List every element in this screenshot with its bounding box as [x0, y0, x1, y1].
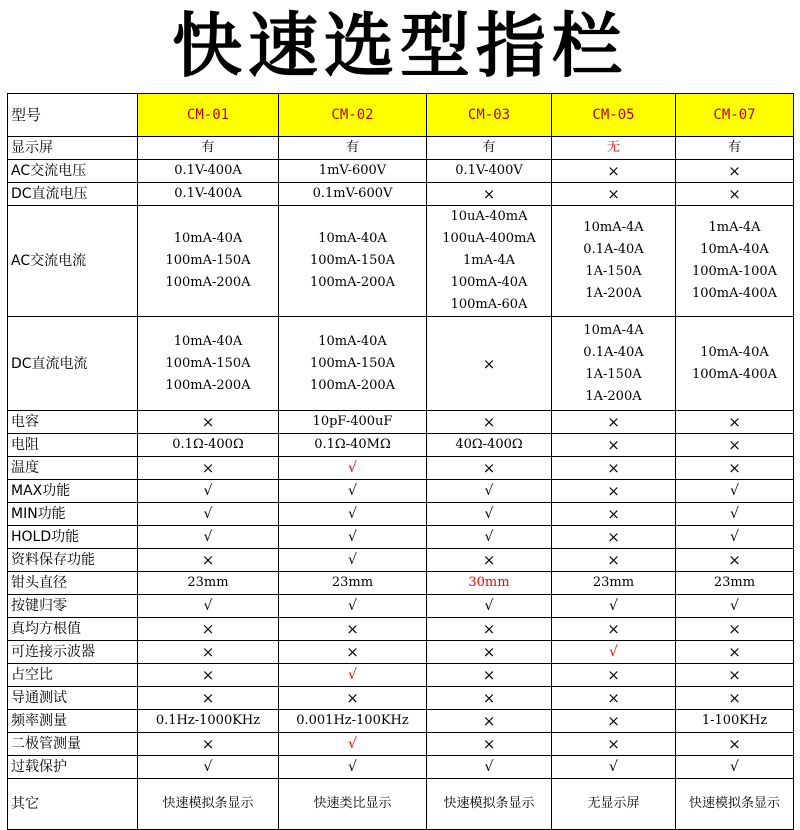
table-row: [8, 183, 794, 206]
cell-value: 10mA-4A: [583, 322, 644, 338]
table-row: [8, 411, 794, 434]
spec-cell: [279, 733, 427, 756]
cell-value: 有: [201, 140, 215, 155]
spec-cell: [676, 183, 794, 206]
spec-cell: [676, 457, 794, 480]
row-label: 过载保护: [8, 756, 138, 779]
table-row: [8, 664, 794, 687]
cell-value: 快速模拟条显示: [443, 796, 535, 811]
cell-value: 100mA-150A: [309, 253, 396, 268]
cross-mark: ×: [346, 620, 359, 638]
spec-cell: [138, 411, 279, 434]
spec-cell: [279, 434, 427, 457]
check-mark: √: [203, 483, 213, 499]
cross-mark: ×: [728, 459, 741, 477]
row-label: DC直流电压: [8, 183, 138, 206]
cell-value: 100mA-200A: [309, 275, 396, 290]
row-label: 资料保存功能: [8, 549, 138, 572]
table-row: [8, 457, 794, 480]
check-mark: √: [484, 506, 494, 522]
cell-value: 10mA-40A: [173, 333, 243, 349]
model-cm-05: CM-05: [552, 94, 676, 137]
check-mark: √: [609, 644, 618, 660]
table-row: [8, 756, 794, 779]
cross-mark: ×: [201, 735, 215, 753]
cell-value: 有: [482, 140, 496, 155]
spec-cell: [138, 687, 279, 710]
cross-mark: ×: [482, 620, 496, 638]
table-row: [8, 503, 794, 526]
cross-mark: ×: [607, 505, 620, 523]
spec-cell: [138, 618, 279, 641]
row-label: 钳头直径: [8, 572, 138, 595]
cell-value: 23mm: [331, 575, 374, 590]
cell-value: 有: [345, 140, 359, 155]
cross-mark: ×: [607, 459, 620, 477]
spec-cell: [138, 572, 279, 595]
spec-cell: [138, 710, 279, 733]
spec-cell: [552, 137, 676, 160]
spec-table: [7, 93, 794, 830]
check-mark: √: [484, 598, 494, 614]
row-label: 占空比: [8, 664, 138, 687]
check-mark: √: [203, 529, 213, 545]
check-mark: √: [348, 552, 357, 568]
spec-cell: [552, 206, 676, 317]
spec-cell: [138, 434, 279, 457]
cross-mark: ×: [346, 689, 359, 707]
table-row: [8, 779, 794, 830]
check-mark: √: [730, 483, 739, 499]
table-row: [8, 549, 794, 572]
cell-value: 无显示屏: [587, 796, 640, 811]
spec-cell: [552, 183, 676, 206]
cell-value: 100mA-200A: [165, 377, 251, 393]
spec-cell: [138, 641, 279, 664]
cross-mark: ×: [201, 689, 215, 707]
spec-cell: [676, 733, 794, 756]
cell-value: 23mm: [713, 575, 756, 590]
cross-mark: ×: [607, 436, 620, 454]
cell-value: 1A-150A: [585, 264, 642, 279]
spec-cell: [279, 503, 427, 526]
cross-mark: ×: [482, 413, 496, 431]
spec-cell: [676, 434, 794, 457]
cell-value: 100mA-400A: [691, 286, 778, 301]
spec-cell: [279, 618, 427, 641]
spec-cell: [676, 572, 794, 595]
spec-cell: [552, 618, 676, 641]
spec-cell: [427, 503, 552, 526]
cell-value: 10uA-40mA: [450, 209, 528, 224]
cross-mark: ×: [607, 185, 620, 203]
spec-cell: [138, 206, 279, 317]
row-label: 按键归零: [8, 595, 138, 618]
cross-mark: ×: [201, 551, 215, 569]
spec-cell: [552, 480, 676, 503]
spec-cell: [427, 779, 552, 830]
cell-value: 100mA-200A: [165, 275, 251, 290]
cell-value: 0.1Ω-400Ω: [172, 437, 244, 452]
spec-cell: [427, 160, 552, 183]
check-mark: √: [484, 759, 494, 775]
cell-value: 100mA-400A: [691, 366, 778, 382]
spec-cell: [427, 526, 552, 549]
model-cm-01: CM-01: [138, 94, 279, 137]
cross-mark: ×: [728, 689, 741, 707]
spec-cell: [138, 317, 279, 411]
cross-mark: ×: [607, 162, 620, 180]
check-mark: √: [348, 506, 357, 522]
spec-cell: [427, 618, 552, 641]
cell-value: 10mA-40A: [700, 242, 769, 257]
cross-mark: ×: [728, 735, 741, 753]
cell-value: 1mA-4A: [708, 220, 761, 235]
check-mark: √: [609, 598, 618, 614]
spec-cell: [552, 756, 676, 779]
spec-cell: [676, 137, 794, 160]
spec-cell: [138, 160, 279, 183]
spec-cell: [427, 549, 552, 572]
spec-cell: [676, 664, 794, 687]
cell-value: 100mA-40A: [450, 275, 528, 290]
row-label: MIN功能: [8, 503, 138, 526]
cell-value: 23mm: [187, 575, 229, 590]
table-row: [8, 733, 794, 756]
cross-mark: ×: [607, 413, 620, 431]
cell-value: 100mA-100A: [691, 264, 778, 279]
row-label: 真均方根值: [8, 618, 138, 641]
row-label: AC交流电压: [8, 160, 138, 183]
cross-mark: ×: [728, 666, 741, 684]
cell-value: 1-100KHz: [701, 713, 768, 728]
cell-value: 23mm: [592, 575, 635, 590]
spec-cell: [676, 160, 794, 183]
spec-cell: [552, 503, 676, 526]
spec-cell: [552, 434, 676, 457]
cell-value: 0.1Ω-40MΩ: [314, 437, 391, 452]
spec-cell: [138, 549, 279, 572]
cross-mark: ×: [728, 620, 741, 638]
spec-cell: [676, 526, 794, 549]
spec-cell: [552, 733, 676, 756]
spec-cell: [138, 480, 279, 503]
check-mark: √: [348, 483, 357, 499]
spec-cell: [676, 641, 794, 664]
cell-value: 10mA-40A: [173, 231, 243, 246]
row-label: 电容: [8, 411, 138, 434]
header-row: [8, 94, 794, 137]
table-row: [8, 595, 794, 618]
spec-cell: [279, 664, 427, 687]
spec-cell: [138, 457, 279, 480]
spec-cell: [676, 206, 794, 317]
table-row: [8, 710, 794, 733]
cross-mark: ×: [482, 459, 496, 477]
spec-cell: [552, 317, 676, 411]
model-cm-02: CM-02: [279, 94, 427, 137]
check-mark: √: [730, 598, 739, 614]
spec-cell: [427, 687, 552, 710]
cell-value: 快速模拟条显示: [162, 796, 254, 811]
spec-cell: [427, 664, 552, 687]
cell-value: 快速模拟条显示: [688, 796, 780, 811]
spec-cell: [427, 641, 552, 664]
spec-cell: [279, 526, 427, 549]
row-label: 二极管测量: [8, 733, 138, 756]
spec-cell: [279, 411, 427, 434]
cell-value: 10mA-40A: [318, 333, 387, 349]
cross-mark: ×: [607, 735, 620, 753]
cross-mark: ×: [728, 162, 741, 180]
spec-cell: [676, 503, 794, 526]
cross-mark: ×: [201, 413, 215, 431]
check-mark: √: [484, 529, 494, 545]
row-label: 其它: [8, 779, 138, 830]
spec-cell: [552, 572, 676, 595]
cell-value: 0.001Hz-100KHz: [296, 713, 409, 728]
cell-value: 1A-200A: [585, 286, 642, 301]
spec-cell: [552, 687, 676, 710]
row-label: 电阻: [8, 434, 138, 457]
spec-cell: [279, 687, 427, 710]
check-mark: √: [348, 529, 357, 545]
cross-mark: ×: [728, 185, 741, 203]
cell-value: 10mA-40A: [700, 344, 769, 360]
cell-value: 1A-150A: [585, 366, 642, 382]
cell-value: 0.1A-40A: [583, 242, 644, 257]
cell-value: 100mA-150A: [309, 355, 396, 371]
row-label: 可连接示波器: [8, 641, 138, 664]
spec-cell: [427, 206, 552, 317]
cell-value: 1mV-600V: [318, 163, 387, 178]
spec-cell: [138, 183, 279, 206]
cross-mark: ×: [728, 551, 741, 569]
cross-mark: ×: [482, 712, 496, 730]
check-mark: √: [348, 598, 357, 614]
cross-mark: ×: [482, 689, 496, 707]
cross-mark: ×: [607, 482, 620, 500]
cell-value: 0.1V-400A: [174, 186, 242, 201]
cross-mark: ×: [607, 620, 620, 638]
cell-value: 0.1Hz-1000KHz: [155, 713, 261, 728]
check-mark: √: [203, 598, 213, 614]
check-mark: √: [203, 759, 213, 775]
spec-cell: [552, 526, 676, 549]
cell-value: 有: [727, 140, 741, 155]
spec-cell: [552, 457, 676, 480]
cell-value: 100uA-400mA: [442, 231, 536, 246]
spec-cell: [279, 779, 427, 830]
table-row: [8, 526, 794, 549]
spec-cell: [552, 710, 676, 733]
table-row: [8, 317, 794, 411]
cell-value: 10mA-40A: [318, 231, 387, 246]
check-mark: √: [203, 506, 213, 522]
spec-cell: [279, 595, 427, 618]
spec-cell: [427, 434, 552, 457]
cell-value: 快速类比显示: [313, 796, 392, 811]
cross-mark: ×: [607, 689, 620, 707]
cross-mark: ×: [201, 620, 215, 638]
spec-cell: [279, 160, 427, 183]
spec-cell: [427, 411, 552, 434]
check-mark: √: [348, 759, 357, 775]
spec-cell: [427, 457, 552, 480]
spec-cell: [552, 411, 676, 434]
spec-cell: [427, 480, 552, 503]
spec-cell: [279, 641, 427, 664]
spec-cell: [279, 457, 427, 480]
cross-mark: ×: [607, 712, 620, 730]
model-cm-07: CM-07: [676, 94, 794, 137]
cross-mark: ×: [346, 643, 359, 661]
spec-cell: [427, 137, 552, 160]
spec-cell: [427, 317, 552, 411]
check-mark: √: [730, 506, 739, 522]
cell-value: 10pF-400uF: [312, 414, 393, 429]
spec-cell: [552, 664, 676, 687]
check-mark: √: [348, 667, 357, 683]
spec-cell: [138, 779, 279, 830]
table-row: [8, 618, 794, 641]
row-label: 导通测试: [8, 687, 138, 710]
spec-cell: [676, 480, 794, 503]
cross-mark: ×: [607, 528, 620, 546]
spec-cell: [427, 595, 552, 618]
cell-value: 0.1mV-600V: [312, 186, 393, 201]
spec-cell: [138, 733, 279, 756]
spec-cell: [138, 595, 279, 618]
cross-mark: ×: [482, 666, 496, 684]
row-label: DC直流电流: [8, 317, 138, 411]
row-label: 显示屏: [8, 137, 138, 160]
cell-value: 10mA-4A: [583, 220, 644, 235]
spec-cell: [552, 595, 676, 618]
spec-cell: [138, 664, 279, 687]
spec-cell: [427, 710, 552, 733]
spec-cell: [676, 595, 794, 618]
table-row: [8, 572, 794, 595]
cross-mark: ×: [482, 735, 496, 753]
page-title: 快速选型指栏: [172, 5, 628, 87]
spec-cell: [279, 183, 427, 206]
cell-value: 1A-200A: [585, 388, 642, 404]
cross-mark: ×: [482, 185, 496, 203]
spec-cell: [138, 526, 279, 549]
cell-value: 无: [606, 140, 620, 155]
cross-mark: ×: [607, 666, 620, 684]
check-mark: √: [348, 736, 357, 752]
table-row: [8, 480, 794, 503]
cell-value: 0.1V-400V: [455, 163, 523, 178]
cross-mark: ×: [482, 643, 496, 661]
spec-cell: [138, 137, 279, 160]
table-row: [8, 434, 794, 457]
cross-mark: ×: [607, 551, 620, 569]
spec-cell: [279, 572, 427, 595]
cross-mark: ×: [728, 413, 741, 431]
row-label: HOLD功能: [8, 526, 138, 549]
check-mark: √: [730, 529, 739, 545]
spec-cell: [552, 779, 676, 830]
cross-mark: ×: [482, 551, 496, 569]
cross-mark: ×: [482, 354, 496, 373]
cell-value: 0.1A-40A: [583, 344, 644, 360]
spec-cell: [676, 687, 794, 710]
spec-cell: [552, 160, 676, 183]
model-cm-03: CM-03: [427, 94, 552, 137]
table-row: [8, 687, 794, 710]
cell-value: 100mA-150A: [165, 355, 251, 371]
spec-cell: [676, 411, 794, 434]
row-label: 频率测量: [8, 710, 138, 733]
spec-cell: [676, 756, 794, 779]
row-label: MAX功能: [8, 480, 138, 503]
spec-cell: [427, 756, 552, 779]
check-mark: √: [730, 759, 739, 775]
cell-value: 100mA-200A: [309, 377, 396, 393]
spec-cell: [676, 779, 794, 830]
spec-cell: [138, 503, 279, 526]
cell-value: 40Ω-400Ω: [455, 437, 523, 452]
cell-value: 0.1V-400A: [174, 163, 242, 178]
cell-value: 1mA-4A: [462, 253, 516, 268]
cross-mark: ×: [728, 643, 741, 661]
cell-value: 100mA-60A: [450, 297, 528, 312]
check-mark: √: [348, 460, 357, 476]
spec-cell: [427, 572, 552, 595]
spec-cell: [552, 641, 676, 664]
spec-cell: [279, 137, 427, 160]
spec-cell: [552, 549, 676, 572]
check-mark: √: [484, 483, 494, 499]
row-label: AC交流电流: [8, 206, 138, 317]
spec-cell: [676, 710, 794, 733]
spec-cell: [279, 710, 427, 733]
spec-cell: [676, 618, 794, 641]
spec-cell: [427, 183, 552, 206]
spec-cell: [279, 206, 427, 317]
spec-cell: [676, 317, 794, 411]
check-mark: √: [609, 759, 618, 775]
header-label: 型号: [8, 94, 138, 137]
cross-mark: ×: [728, 436, 741, 454]
spec-cell: [676, 549, 794, 572]
table-row: [8, 137, 794, 160]
table-row: [8, 206, 794, 317]
spec-cell: [427, 733, 552, 756]
cell-value: 30mm: [468, 575, 510, 590]
table-row: [8, 641, 794, 664]
cell-value: 100mA-150A: [165, 253, 251, 268]
cross-mark: ×: [201, 666, 215, 684]
spec-cell: [279, 480, 427, 503]
cross-mark: ×: [201, 459, 215, 477]
spec-cell: [279, 549, 427, 572]
cross-mark: ×: [201, 643, 215, 661]
table-row: [8, 160, 794, 183]
spec-cell: [279, 317, 427, 411]
spec-cell: [138, 756, 279, 779]
spec-cell: [279, 756, 427, 779]
row-label: 温度: [8, 457, 138, 480]
